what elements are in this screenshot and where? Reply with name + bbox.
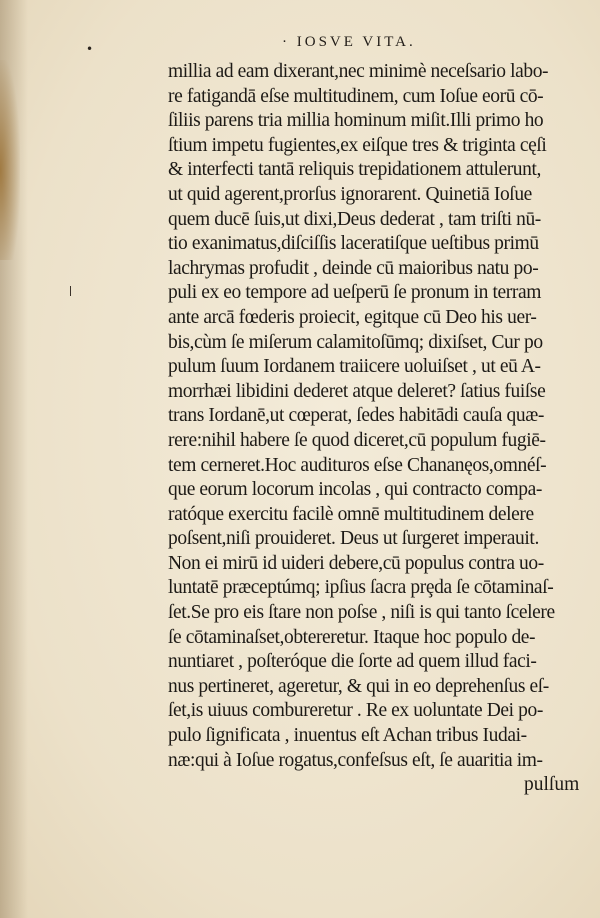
text-line: pulo ſignificata , inuentus eſt Achan tribus Iudai- [168,725,527,747]
body-text [168,60,588,773]
text-line: rere:nihil habere ſe quod diceret,cū populum fugiē- [168,429,546,451]
margin-bullet: • [86,42,94,56]
text-line: puli ex eo tempore ad ueſperū ſe pronum in terram [168,282,541,304]
text-line: nus pertineret, ageretur, & qui in eo deprehenſus eſ- [168,675,549,697]
text-line: trans Iordanē,ut cœperat, ſedes habitādi cauſa quæ- [168,405,544,427]
text-line: ſet.Se pro eis ſtare non poſse , niſi is qui tanto ſcelere [168,602,555,624]
text-line: ſet,is uiuus combureretur . Re ex uoluntate Dei po- [168,700,543,722]
text-line: que eorum locorum incolas , qui contracto compa- [168,479,542,501]
text-line: lachrymas profudit , deinde cū maioribus natu po- [168,257,539,279]
text-line: poſsent,niſi prouideret. Deus ut ſurgeret imperauit. [168,528,539,550]
text-line: nuntiaret , poſteróque die ſorte ad quem illud faci- [168,651,537,673]
text-line: ante arcā fœderis proiecit, egitque cū Deo his uer- [168,306,537,328]
running-head: · IOSVE VITA. [282,34,416,50]
text-line: ratóque exercitu facilè omnē multitudinem delere [168,503,534,525]
text-line: & interfecti tantā reliquis trepidationem attulerunt, [168,159,541,181]
text-line: tem cerneret.Hoc audituros eſse Chananęos,omnéſ- [168,454,547,476]
text-line: bis,cùm ſe miſerum calamitoſūmq; dixiſset, Cur po [168,331,543,353]
text-line: ſtium impetu fugientes,ex eiſque tres & triginta cęſi [168,134,547,156]
text-line: re fatigandā eſse multitudinem, cum Ioſue eorū cō- [168,85,544,107]
text-line: ut quid agerent,prorſus ignorarent. Quinetiā Ioſue [168,183,532,205]
text-line: næ:qui à Ioſue rogatus,confeſsus eſt, ſe auaritia im- [168,749,543,771]
text-line: millia ad eam dixerant,nec minimè neceſsario labo- [168,61,549,82]
text-line: morrhæi libidini dederet atque deleret? ſatius fuiſse [168,380,546,402]
catchword: pulſum [524,774,580,795]
text-line: quem ducē ſuis,ut dixi,Deus dederat , tam triſti nū- [168,208,541,230]
text-line: luntatē præceptúmq; ipſius ſacra prȩda ſe cōtaminaſ- [168,577,554,599]
text-line: Non ei mirū id uideri debere,cū populus contra uo- [168,552,544,574]
margin-mark [70,286,71,296]
text-line: tio exanimatus,diſciſſis laceratiſque ueſtibus primū [168,233,539,255]
text-line: pulum ſuum Iordanem traiicere uoluiſset , ut eū A- [168,356,541,378]
edge-stain [0,60,20,260]
text-line: ſiliis parens tria millia hominum miſit.Illi primo ho [168,110,544,132]
text-line: ſe cōtaminaſset,obtereretur. Itaque hoc populo de- [168,626,536,648]
